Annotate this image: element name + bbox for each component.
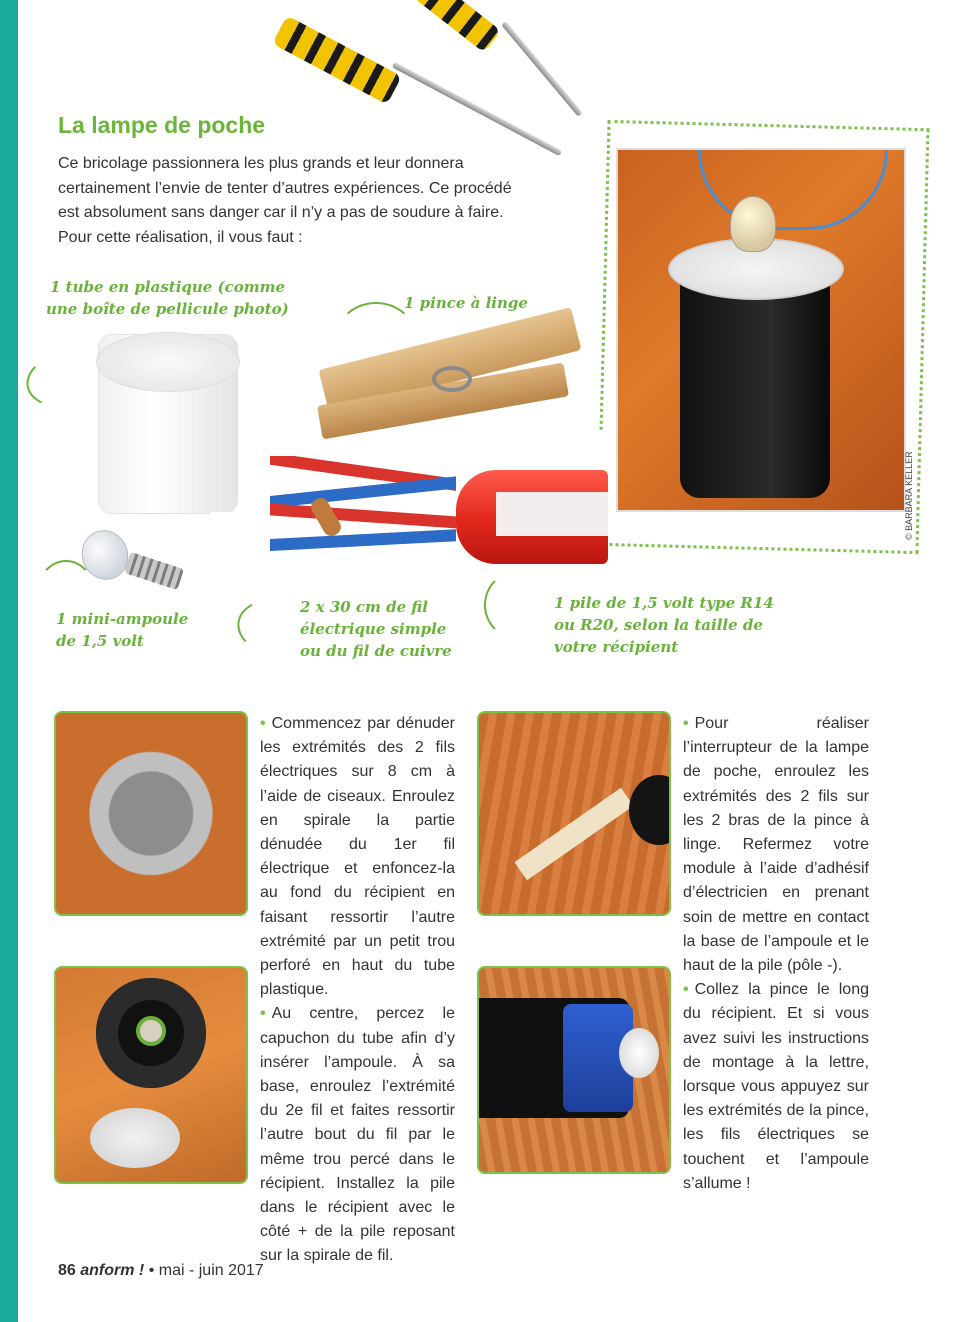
step-4: • Collez la pince le long du récipient. Et si vous avez suivi les instructions de montage à la lettre, lorsque vous appuyez sur les extrémités de la pince, les fils électriques se touchent et l’ampoule s’allume ! bbox=[683, 981, 869, 1192]
mini-bulb-base bbox=[124, 552, 184, 590]
finished-lamp-photo bbox=[616, 148, 906, 512]
arrow-bulb bbox=[36, 560, 96, 630]
step-1: • Commencez par dénuder les extrémités des 2 fils électriques sur 8 cm à l’aide de ciseaux. Enroulez en spirale la partie dénudée du 1er fil électrique et enfoncez-la au fond du récipient en faisant ressortir l’autre extrémité par un petit trou perforé en haut du tube plastique. bbox=[260, 715, 455, 999]
arrow-battery bbox=[484, 570, 554, 640]
screwdriver-image bbox=[262, 0, 592, 160]
label-tube: 1 tube en plastique (comme une boîte de pellicule photo) bbox=[46, 278, 289, 318]
step-3: • Pour réaliser l’interrupteur de la lampe de poche, enroulez les extrémités des 2 fils sur les 2 bras de la pince à linge. Refermez votre module à l’aide d’adhésif d’électricien en prenant soin de mettre en contact la base de l’ampoule et le haut de la pile (pôle -). bbox=[683, 715, 869, 975]
clothespin-spring bbox=[432, 366, 472, 392]
photo-credit: © BARBARA KELLER bbox=[904, 451, 914, 540]
arrow-peg bbox=[336, 302, 416, 372]
page-title: La lampe de poche bbox=[58, 112, 266, 138]
side-accent-bar bbox=[0, 0, 18, 1322]
step-2: • Au centre, percez le capuchon du tube afin d’y insérer l’ampoule. À sa base, enroulez l’extrémité du 2e fil et faites ressortir l’autre bout du fil par le même trou percé dans le récipient. Installez la pile dans le récipient avec le côté + de la pile reposant sur la spirale de fil. bbox=[260, 1005, 455, 1265]
battery-image bbox=[456, 470, 608, 564]
step-photo-spiral bbox=[54, 711, 248, 916]
intro-text: Ce bricolage passionnera les plus grands et leur donnera certainement l’envie de tenter d’autres expériences. Ce procédé est absolument sans danger car il n’y a pas de soudure à faire. Pour cette réalisation, il vous faut : bbox=[58, 155, 512, 246]
magazine-name: anform ! bbox=[80, 1262, 145, 1279]
issue-date: mai - juin 2017 bbox=[158, 1262, 264, 1279]
label-battery: 1 pile de 1,5 volt type R14 ou R20, selon la taille de votre récipient bbox=[554, 594, 774, 656]
wires-image bbox=[270, 456, 456, 574]
page-number: 86 bbox=[58, 1262, 76, 1279]
step-photo-assembled bbox=[477, 966, 671, 1174]
label-wire: 2 x 30 cm de fil électrique simple ou du fil de cuivre bbox=[300, 598, 452, 660]
steps-column-2 bbox=[683, 712, 869, 1196]
step-photo-battery bbox=[54, 966, 248, 1184]
label-bulb: 1 mini-ampoule de 1,5 volt bbox=[56, 610, 189, 650]
step-photo-switch bbox=[477, 711, 671, 916]
page-footer: 86 anform ! • mai - juin 2017 bbox=[58, 1262, 264, 1279]
steps-column-1 bbox=[260, 712, 455, 1269]
label-peg: 1 pince à linge bbox=[404, 294, 528, 312]
